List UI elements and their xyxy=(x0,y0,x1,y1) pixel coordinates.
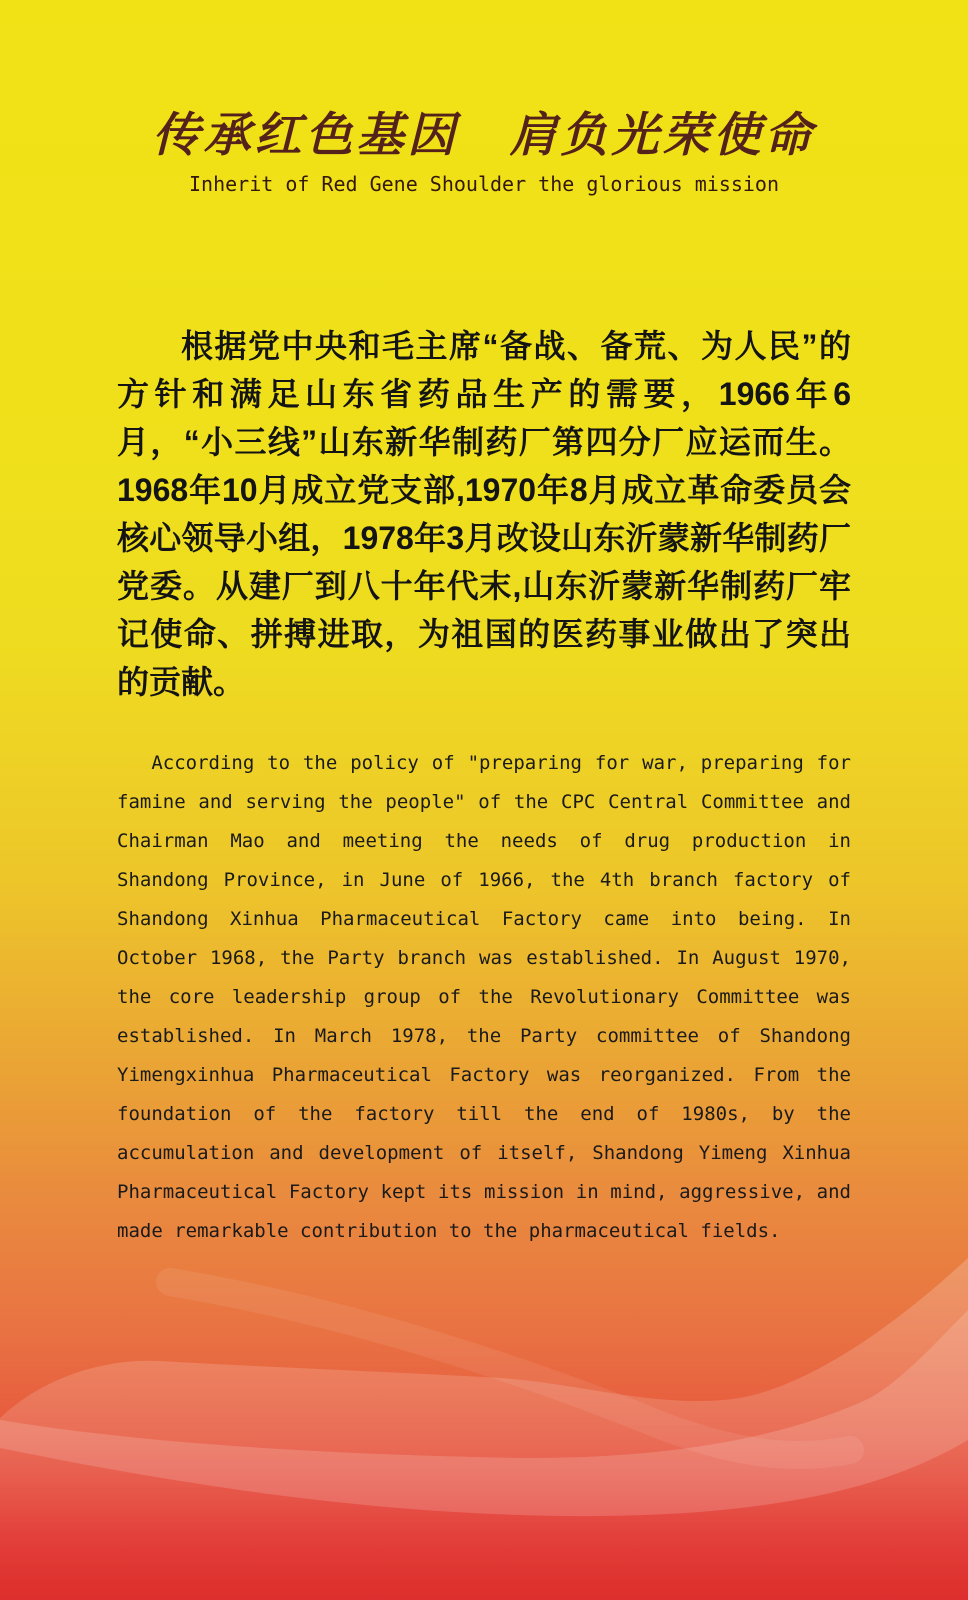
english-paragraph: According to the policy of "preparing for war, preparing for famine and serving the people" of the CPC Central Committee and Chairman Mao and meeting the needs of drug production in Shandong Province, in June of 1966, the 4th branch factory of Shandong Xinhua Pharmaceutical Factory came into being. In October 1968, the Party branch was established. In August 1970, the core leadership group of the Revolutionary Committee was established. In March 1978, the Party committee of Shandong Yimengxinhua Pharmaceutical Factory was reorganized. From the foundation of the factory till the end of 1980s, by the accumulation and development of itself, Shandong Yimeng Xinhua Pharmaceutical Factory kept its mission in mind, aggressive, and made remarkable contribution to the pharmaceutical fields. xyxy=(117,752,851,1242)
chinese-paragraph: 根据党中央和毛主席“备战、备荒、为人民”的方针和满足山东省药品生产的需要，1966年6月，“小三线”山东新华制药厂第四分厂应运而生。1968年10月成立党支部,1970年8月成立革命委员会核心领导小组，1978年3月改设山东沂蒙新华制药厂党委。从建厂到八十年代末,山东沂蒙新华制药厂牢记使命、拼搏进取，为祖国的医药事业做出了突出的贡献。 xyxy=(117,328,851,700)
wave-decoration xyxy=(0,1240,968,1600)
page-subtitle: Inherit of Red Gene Shoulder the glorious mission xyxy=(188,172,779,196)
poster-content xyxy=(117,0,851,1251)
page-title: 传承红色基因 肩负光荣使命 xyxy=(152,108,816,163)
